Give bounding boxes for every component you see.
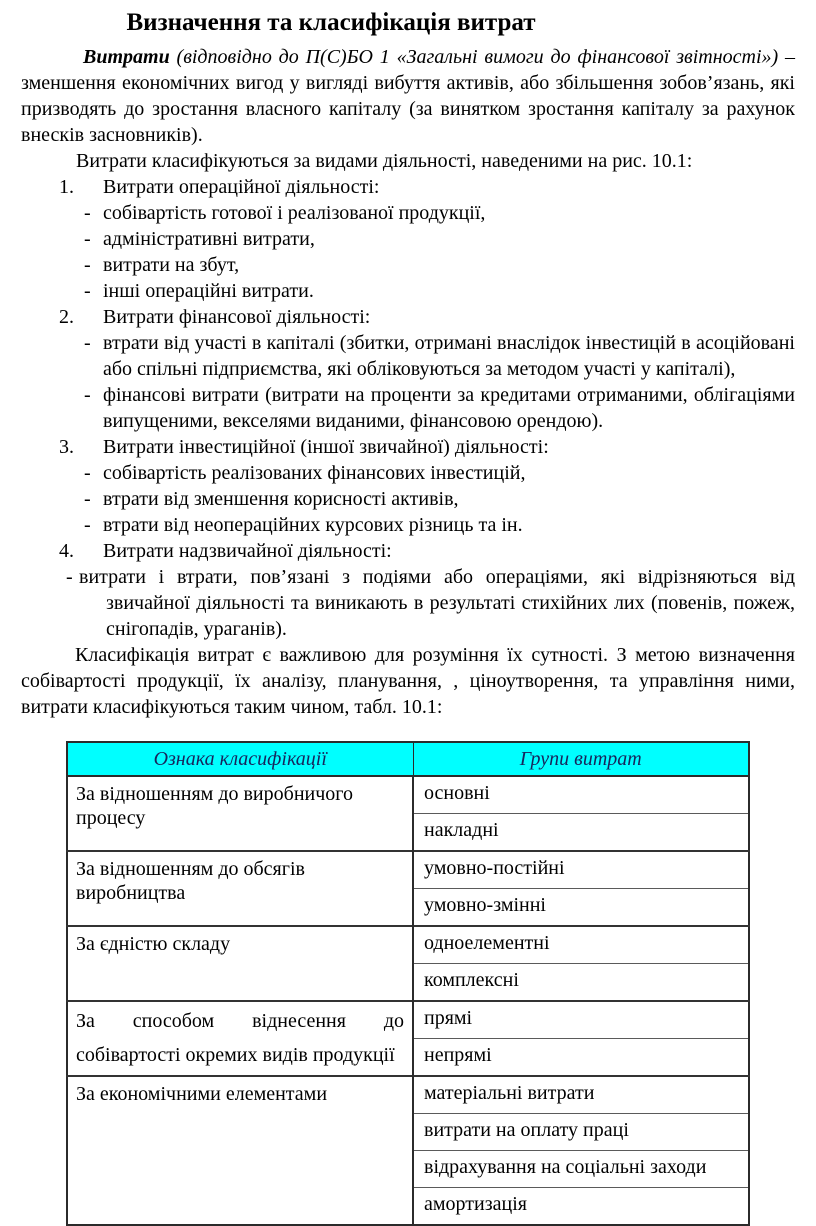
list-item-number: 2. <box>59 306 74 328</box>
header-cell-groups: Групи витрат <box>413 742 749 776</box>
bullet-text: втрати від неопераційних курсових різниць та ін. <box>103 514 523 536</box>
list-item-title: Витрати надзвичайної діяльності: <box>103 540 392 562</box>
list-item-number: 3. <box>59 436 74 458</box>
table-row <box>67 926 749 964</box>
bullet-dash: - <box>84 488 91 510</box>
costs-table <box>66 741 750 1226</box>
closing-paragraph: Класифікація витрат є важливою для розуміння їх сутності. З метою визначення собівартості продукції, їх аналізу, планування, , ціноутворення, та управління ними, витрати класифікуються таким чином, табл. 10.1: <box>21 644 795 718</box>
bullet-item <box>21 330 795 382</box>
list-item-title: Витрати інвестиційної (іншої звичайної) діяльності: <box>103 436 549 458</box>
bullet-item <box>21 512 795 538</box>
table-row <box>67 1001 749 1039</box>
bullet-item <box>21 278 795 304</box>
criterion-cell: За способом віднесення до собівартості окремих видів продукції <box>67 1001 413 1076</box>
group-cell: комплексні <box>413 964 749 1002</box>
list-item-3 <box>21 434 795 460</box>
bullet-text: собівартість реалізованих фінансових інвестицій, <box>103 462 526 484</box>
list-item-4 <box>21 538 795 564</box>
bullet-text: втрати від участі в капіталі (збитки, отримані внаслідок інвестицій в асоційовані або спільні підприємства, які обліковуються за методом участі у капіталі), <box>103 332 795 380</box>
bullet-text: фінансові витрати (витрати на проценти за кредитами отриманими, облігаціями випущеними, векселями виданими, фінансовою орендою). <box>103 384 795 432</box>
bullet-text: адміністративні витрати, <box>103 228 315 250</box>
bullet-dash: - <box>84 202 91 224</box>
bullet-dash: - <box>84 332 91 354</box>
table-row <box>67 776 749 814</box>
group-cell: витрати на оплату праці <box>413 1114 749 1151</box>
criterion-cell: За єдністю складу <box>67 926 413 1001</box>
criterion-cell: За економічними елементами <box>67 1076 413 1225</box>
header-cell-criterion: Ознака класифікації <box>67 742 413 776</box>
intro-term: Витрати <box>83 46 170 68</box>
list-item-number: 1. <box>59 176 74 198</box>
criterion-cell: За відношенням до виробничого процесу <box>67 776 413 851</box>
bullet-item <box>21 486 795 512</box>
costs-table-wrapper <box>66 741 795 1226</box>
bullet-dash: - <box>84 228 91 250</box>
list-item-title: Витрати операційної діяльності: <box>103 176 380 198</box>
bullet-text: собівартість готової і реалізованої продукції, <box>103 202 486 224</box>
group-cell: накладні <box>413 814 749 852</box>
intro-paragraph <box>21 44 795 148</box>
table-row <box>67 1076 749 1114</box>
classification-intro: Витрати класифікуються за видами діяльності, наведеними на рис. 10.1: <box>76 150 693 172</box>
group-cell: одноелементні <box>413 926 749 964</box>
bullet-item <box>21 564 795 642</box>
table-header-row <box>67 742 749 776</box>
bullet-dash: - <box>84 514 91 536</box>
group-cell: матеріальні витрати <box>413 1076 749 1114</box>
list-item-title: Витрати фінансової діяльності: <box>103 306 371 328</box>
bullet-text: витрати на збут, <box>103 254 240 276</box>
bullet-dash: - <box>66 566 73 588</box>
group-cell: умовно-постійні <box>413 851 749 889</box>
bullet-dash: - <box>84 462 91 484</box>
group-cell: непрямі <box>413 1039 749 1077</box>
bullet-item <box>21 200 795 226</box>
activity-list <box>21 174 795 642</box>
group-cell: амортизація <box>413 1188 749 1226</box>
bullet-item <box>21 460 795 486</box>
intro-source: (відповідно до П(С)БО 1 «Загальні вимоги до фінансової звітності») <box>169 46 785 68</box>
group-cell: відрахування на соціальні заходи <box>413 1151 749 1188</box>
bullet-dash: - <box>84 384 91 406</box>
bullet-text: втрати від зменшення корисності активів, <box>103 488 459 510</box>
bullet-item <box>21 252 795 278</box>
intro-definition: – зменшення економічних вигод у вигляді вибуття активів, або збільшення зобов’язань, які призводять до зростання власного капіталу (за винятком зростання капіталу за рахунок внесків засновників). <box>21 46 795 146</box>
group-cell: прямі <box>413 1001 749 1039</box>
list-item-number: 4. <box>59 540 74 562</box>
group-cell: основні <box>413 776 749 814</box>
bullet-dash: - <box>84 254 91 276</box>
table-row <box>67 851 749 889</box>
bullet-text: інші операційні витрати. <box>103 280 314 302</box>
list-item-2 <box>21 304 795 330</box>
group-cell: умовно-змінні <box>413 889 749 927</box>
page-title: Визначення та класифікація витрат <box>126 9 536 36</box>
bullet-text: витрати і втрати, пов’язані з подіями або операціями, які відрізняються від звичайної діяльності та виникають в результаті стихійних лих (повенів, пожеж, снігопадів, ураганів). <box>79 566 795 640</box>
list-item-1 <box>21 174 795 200</box>
bullet-item <box>21 382 795 434</box>
bullet-dash: - <box>84 280 91 302</box>
criterion-cell: За відношенням до обсягів виробництва <box>67 851 413 926</box>
bullet-item <box>21 226 795 252</box>
